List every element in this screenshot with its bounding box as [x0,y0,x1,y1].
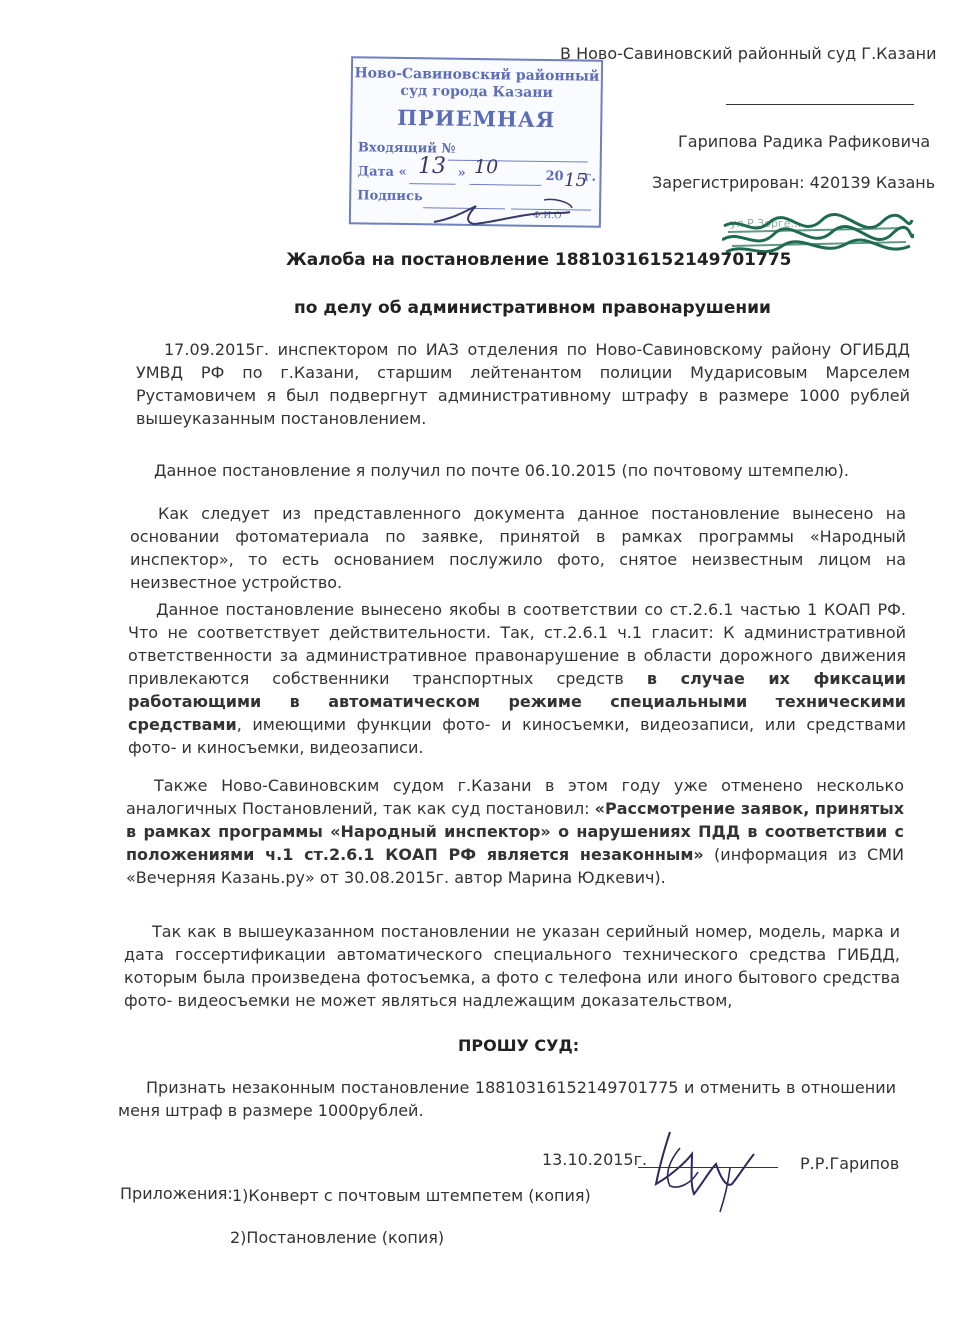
applicant-registration: Зарегистрирован: 420139 Казань [652,173,936,192]
attachments-label: Приложения: [120,1184,233,1203]
stamp-month-line [469,184,541,186]
request-heading: ПРОШУ СУД: [458,1036,580,1055]
stamp-reception: ПРИЕМНАЯ [397,104,556,133]
crossed-out-address: ул.Р.Зорге... [730,217,801,230]
attachment-item-2: 2)Постановление (копия) [230,1228,445,1247]
court-reception-stamp: Ново-Савиновский районный суд города Казани ПРИЕМНАЯ Входящий № Дата « » 20 г. Подпись Ф.И.О [349,56,603,228]
stamp-fio-label: Ф.И.О [532,210,562,222]
applicant-name: Гарипова Радика Рафиковича [678,132,931,151]
signatory-name: Р.Р.Гарипов [800,1154,900,1173]
paragraph-4: Данное постановление вынесено якобы в соответствии со ст.2.6.1 частью 1 КОАП РФ. Что не соответствует действительности. Так, ст.2.6.1 ч.1 гласит: К административной ответственности за административное правонарушение в области дорожного движения привлекаются собственники транспортных средств в случае их фиксации работающими в автоматическом режиме специальными техническими средствами, имеющими функции фото- и киносъемки, видеозаписи, или средствами фото- и киносъемки, видеозаписи. [128,600,907,757]
stamp-date-label: Дата « [357,164,407,181]
stamp-incoming-label: Входящий № [357,140,456,157]
stamp-handwritten-day: 13 [418,154,446,179]
stamp-incoming-line [448,160,588,163]
stamp-court-name: Ново-Савиновский районный [354,65,600,85]
stamp-handwritten-month: 10 [474,156,499,178]
stamp-handwritten-year: 15 [564,170,587,191]
request-paragraph: Признать незаконным постановление 18810316152149701775 и отменить в отношении меня штраф в размере 1000рублей. [118,1078,896,1120]
signature-date: 13.10.2015г. [542,1150,648,1169]
stamp-signature-label: Подпись [357,188,423,205]
document-subtitle: по делу об административном правонарушении [294,298,771,318]
stamp-signature-scribble-icon [424,192,574,232]
paragraph-5: Также Ново-Савиновским судом г.Казани в этом году уже отменено несколько аналогичных Постановлений, так как суд постановил: «Рассмотрение заявок, принятых в рамках программы «Народный инспектор» о нарушениях ПДД в соответствии с положениями ч.1 ст.2.6.1 КОАП РФ является незаконным» (информация из СМИ «Вечерняя Казань.ру» от 30.08.2015г. автор Марина Юдкевич). [126,776,905,887]
court-addressee: В Ново-Савиновский районный суд Г.Казани [560,44,937,63]
paragraph-6: Так как в вышеуказанном постановлении не указан серийный номер, модель, марка и дата госсертификации автоматического специального технического средства ГИБДД, которым была произведена фотосъемка, а фото с телефона или иного бытового средства фото- видеосъемки не может являться надлежащим доказательством, [124,922,900,1010]
paragraph-3: Как следует из представленного документа данное постановление вынесено на основании фотоматериала по заявке, принятой в рамках программы «Народный инспектор», то есть основанием послужило фото, снятое неизвестным лицом на неизвестное устройство. [130,504,906,592]
paragraph-2: Данное постановление я получил по почте 06.10.2015 (по почтовому штемпелю). [154,461,849,480]
stamp-year-prefix: 20 [545,168,564,185]
attachment-item-1: 1)Конверт с почтовым штемпетем (копия) [232,1186,591,1205]
stamp-day-line [409,183,455,185]
stamp-city: суд города Казани [400,82,554,102]
stamp-year-suffix: г. [583,169,597,185]
document-title: Жалоба на постановление 18810316152149701775 [286,250,792,270]
paragraph-1: 17.09.2015г. инспектором по ИАЗ отделения по Ново-Савиновскому району ОГИБДД УМВД РФ по г.Казани, старшим лейтенантом полиции Мударисовым Марселем Рустамовичем я был подвергнут административному штрафу в размере 1000 рублей вышеуказанным постановлением. [136,340,910,428]
handwritten-signature-icon [640,1124,760,1216]
addressee-underline [726,104,914,105]
